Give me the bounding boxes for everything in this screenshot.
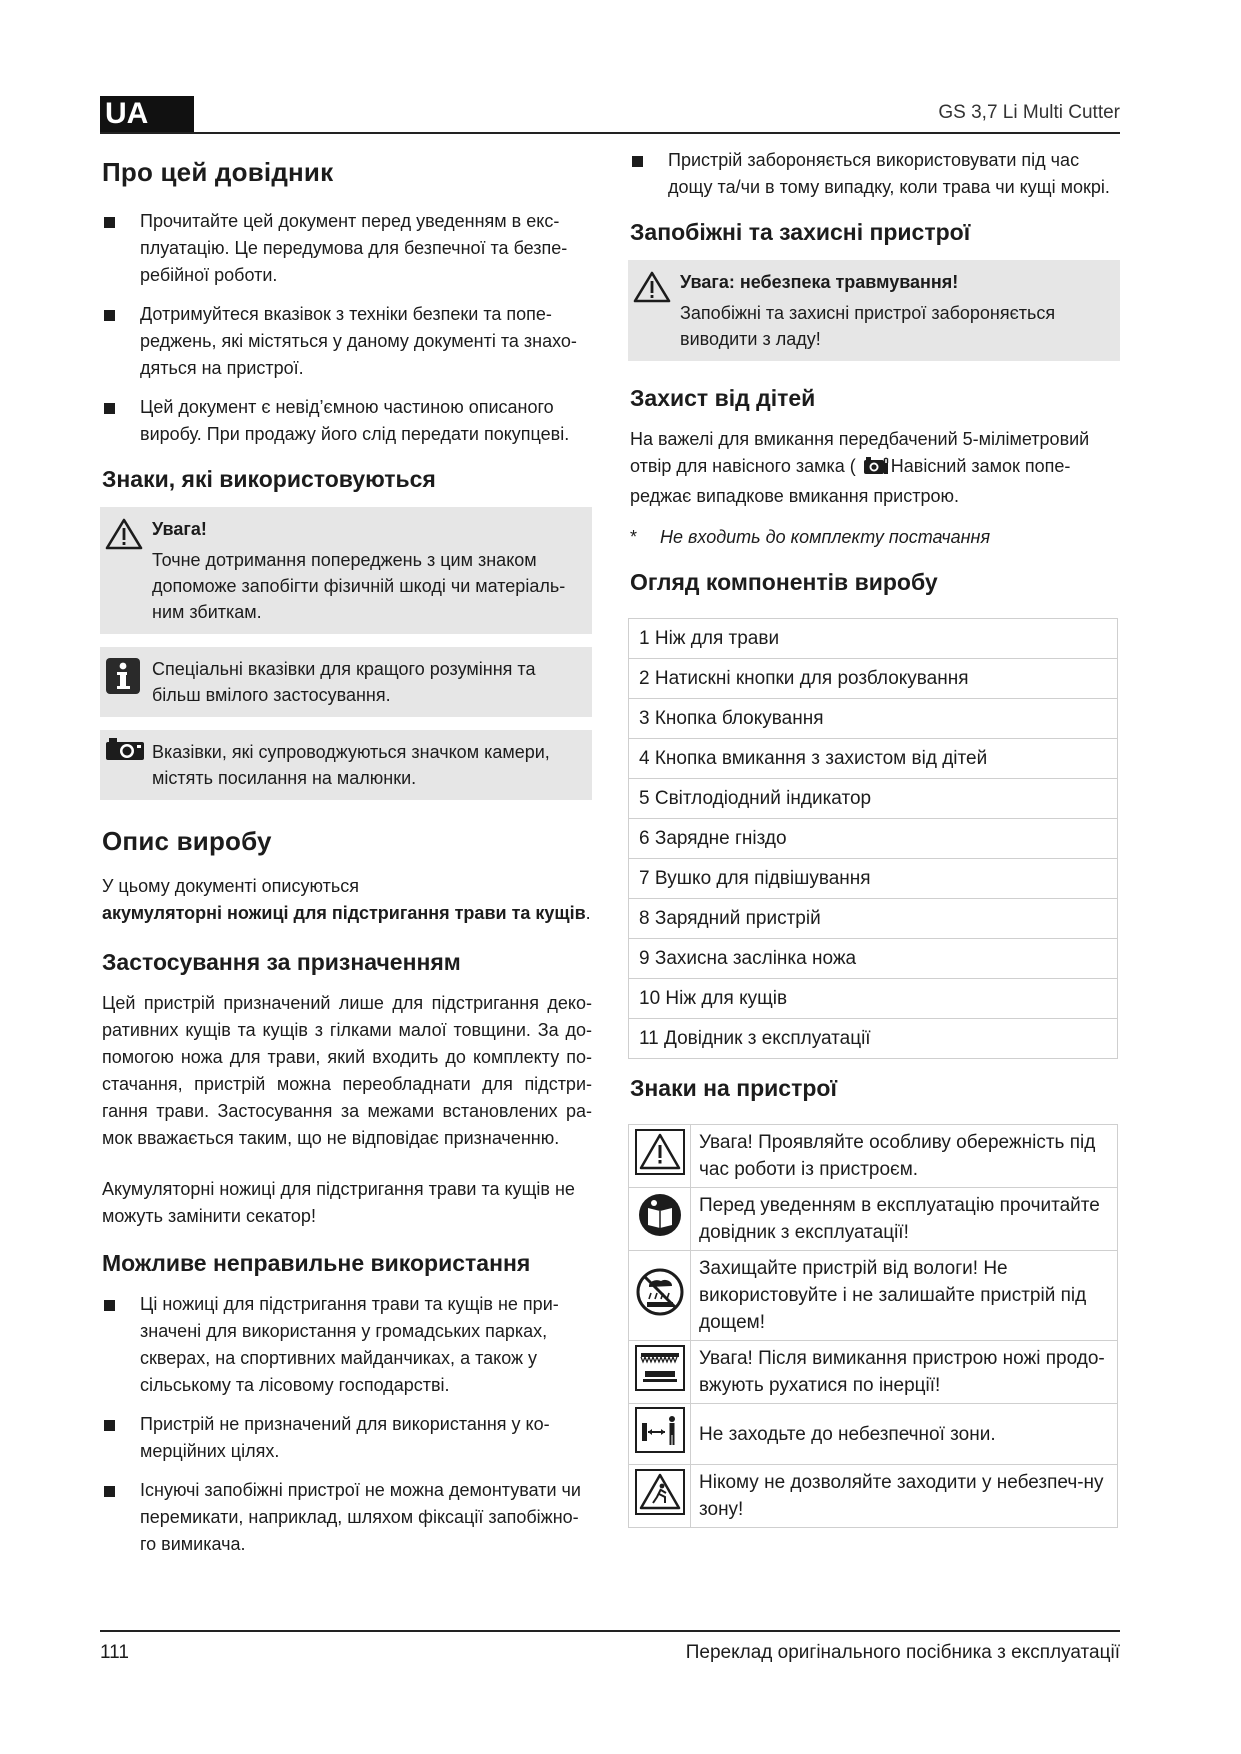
padlock-camera-icon [863,455,889,483]
keep-people-away-icon [635,1499,685,1520]
no-rain-icon [635,1301,685,1322]
table-row: 1 Ніж для трави [629,619,1118,659]
product-type: акумуляторні ножиці для підстригання трави та кущів [102,903,586,923]
child-protection-title: Захист від дітей [630,385,816,411]
safety-warning-text: Запобіжні та захисні пристрої забороняється виводити з ладу! [680,303,1056,349]
list-item: Існуючі запобіжні пристрої не можна демонтувати чи перемикати, наприклад, шляхом фіксації запобіжно-го вимикача. [100,1477,592,1558]
safety-warning-box [628,260,1120,361]
device-signs-table [628,1124,1118,1528]
warning-triangle-icon [635,1159,685,1180]
components-table [628,618,1118,1059]
language-tag: UA [100,96,194,132]
warning-triangle-icon [105,517,143,558]
misuse-title: Можливе неправильне використання [102,1250,531,1276]
misuse-list [100,1291,592,1558]
bullet-square-icon [104,1486,115,1497]
table-row: 8 Зарядний пристрій [629,899,1118,939]
about-title: Про цей довідник [102,157,334,187]
components-title: Огляд компонентів виробу [630,569,938,595]
signs-used-title: Знаки, які використовуються [102,466,436,492]
about-list [100,208,592,448]
intended-use-note: Акумуляторні ножиці для підстригання трави та кущів не можуть замінити секатор! [102,1179,575,1226]
description-text: У цьому документі описуються акумуляторні ножиці для підстригання трави та кущів. [102,876,591,923]
table-row: 9 Захисна заслінка ножа [629,939,1118,979]
misuse-list-continued [628,147,1120,201]
footer-text: Переклад оригінального посібника з експлуатації [685,1642,1120,1663]
page-number: 111 [100,1642,129,1663]
camera-icon [105,737,145,768]
bullet-square-icon [104,1420,115,1431]
page-footer [100,1630,1120,1670]
bullet-square-icon [104,310,115,321]
bullet-square-icon [104,217,115,228]
table-row: 5 Світлодіодний індикатор [629,779,1118,819]
description-title: Опис виробу [102,826,272,856]
danger-zone-distance-icon [635,1437,685,1458]
list-item: Пристрій не призначений для використання у ко-мерційних цілях. [100,1411,592,1465]
warning-title: Увага! [152,519,207,539]
info-text: Спеціальні вказівки для кращого розуміння та більш вмілого застосування. [152,659,536,705]
table-row: Перед уведенням в експлуатацію прочитайте довідник з експлуатації! [629,1188,1118,1251]
camera-text: Вказівки, які супроводжуються значком камери, містять посилання на малюнки. [152,742,550,788]
table-row: 4 Кнопка вмикання з захистом від дітей [629,739,1118,779]
table-row: 10 Ніж для кущів [629,979,1118,1019]
table-row: Нікому не дозволяйте заходити у небезпеч-ну зону! [629,1465,1118,1528]
table-row: Не заходьте до небезпечної зони. [629,1404,1118,1465]
page-header [100,96,1120,134]
list-item: Дотримуйтеся вказівок з техніки безпеки та попе-реджень, які містяться у даному документі та знахо-дяться на пристрої. [100,301,592,382]
info-icon [105,657,141,702]
product-name: GS 3,7 Li Multi Cutter [938,102,1120,123]
list-item: Пристрій забороняється використовувати під час дощу та/чи в тому випадку, коли трава чи кущі мокрі. [628,147,1120,201]
bullet-square-icon [104,1300,115,1311]
intended-use-title: Застосування за призначенням [102,949,461,975]
table-row: Увага! Після вимикання пристрою ножі продо-вжують рухатися по інерції! [629,1341,1118,1404]
left-column [100,145,592,1570]
intended-use-text: Цей пристрій призначений лише для підстригання деко-ративних кущів та кущів з гілками малої товщини. За до-помогою ножа для трави, який входить до комплекту по-стачання, пристрій можна переобладнати для підстри-гання трави. Застосування за межами встановлених ра-мок вважається таким, що не відповідає призначенню. [102,993,592,1148]
bullet-square-icon [104,403,115,414]
right-column [628,145,1120,1528]
bullet-square-icon [632,156,643,167]
safety-warning-title: Увага: небезпека травмування! [680,272,959,292]
warning-triangle-icon [633,270,671,311]
list-item: Цей документ є невід’ємною частиною описаного виробу. При продажу його слід передати покупцеві. [100,394,592,448]
table-row: 11 Довідник з експлуатації [629,1019,1118,1059]
table-row: Увага! Проявляйте особливу обережність під час роботи із пристроєм. [629,1125,1118,1188]
read-manual-icon [635,1222,685,1243]
camera-box [100,730,592,800]
table-row: Захищайте пристрій від вологи! Не використовуйте і не залишайте пристрій під дощем! [629,1251,1118,1341]
table-row: 7 Вушко для підвішування [629,859,1118,899]
footnote: * Не входить до комплекту постачання [630,527,991,547]
warning-text: Точне дотримання попереджень з цим знаком допоможе запобігти фізичній шкоді чи матеріаль-ним збиткам. [152,550,566,622]
warning-box [100,507,592,634]
table-row: 3 Кнопка блокування [629,699,1118,739]
list-item: Ці ножиці для підстригання трави та кущів не при-значені для використання у громадських парках, скверах, на спортивних майданчиках, а також у сільському та лісовому господарстві. [100,1291,592,1399]
device-signs-title: Знаки на пристрої [630,1075,837,1101]
blades-inertia-icon [635,1375,685,1396]
child-protection-text: На важелі для вмикання передбачений 5-міліметровий отвір для навісного замка ( Навісний замок попе-реджає випадкове вмикання пристрою. [630,429,1090,506]
info-box [100,647,592,717]
safety-devices-title: Запобіжні та захисні пристрої [630,219,971,245]
table-row: 2 Натискні кнопки для розблокування [629,659,1118,699]
table-row: 6 Зарядне гніздо [629,819,1118,859]
list-item: Прочитайте цей документ перед уведенням в екс-плуатацію. Це передумова для безпечної та безпе-ребійної роботи. [100,208,592,289]
